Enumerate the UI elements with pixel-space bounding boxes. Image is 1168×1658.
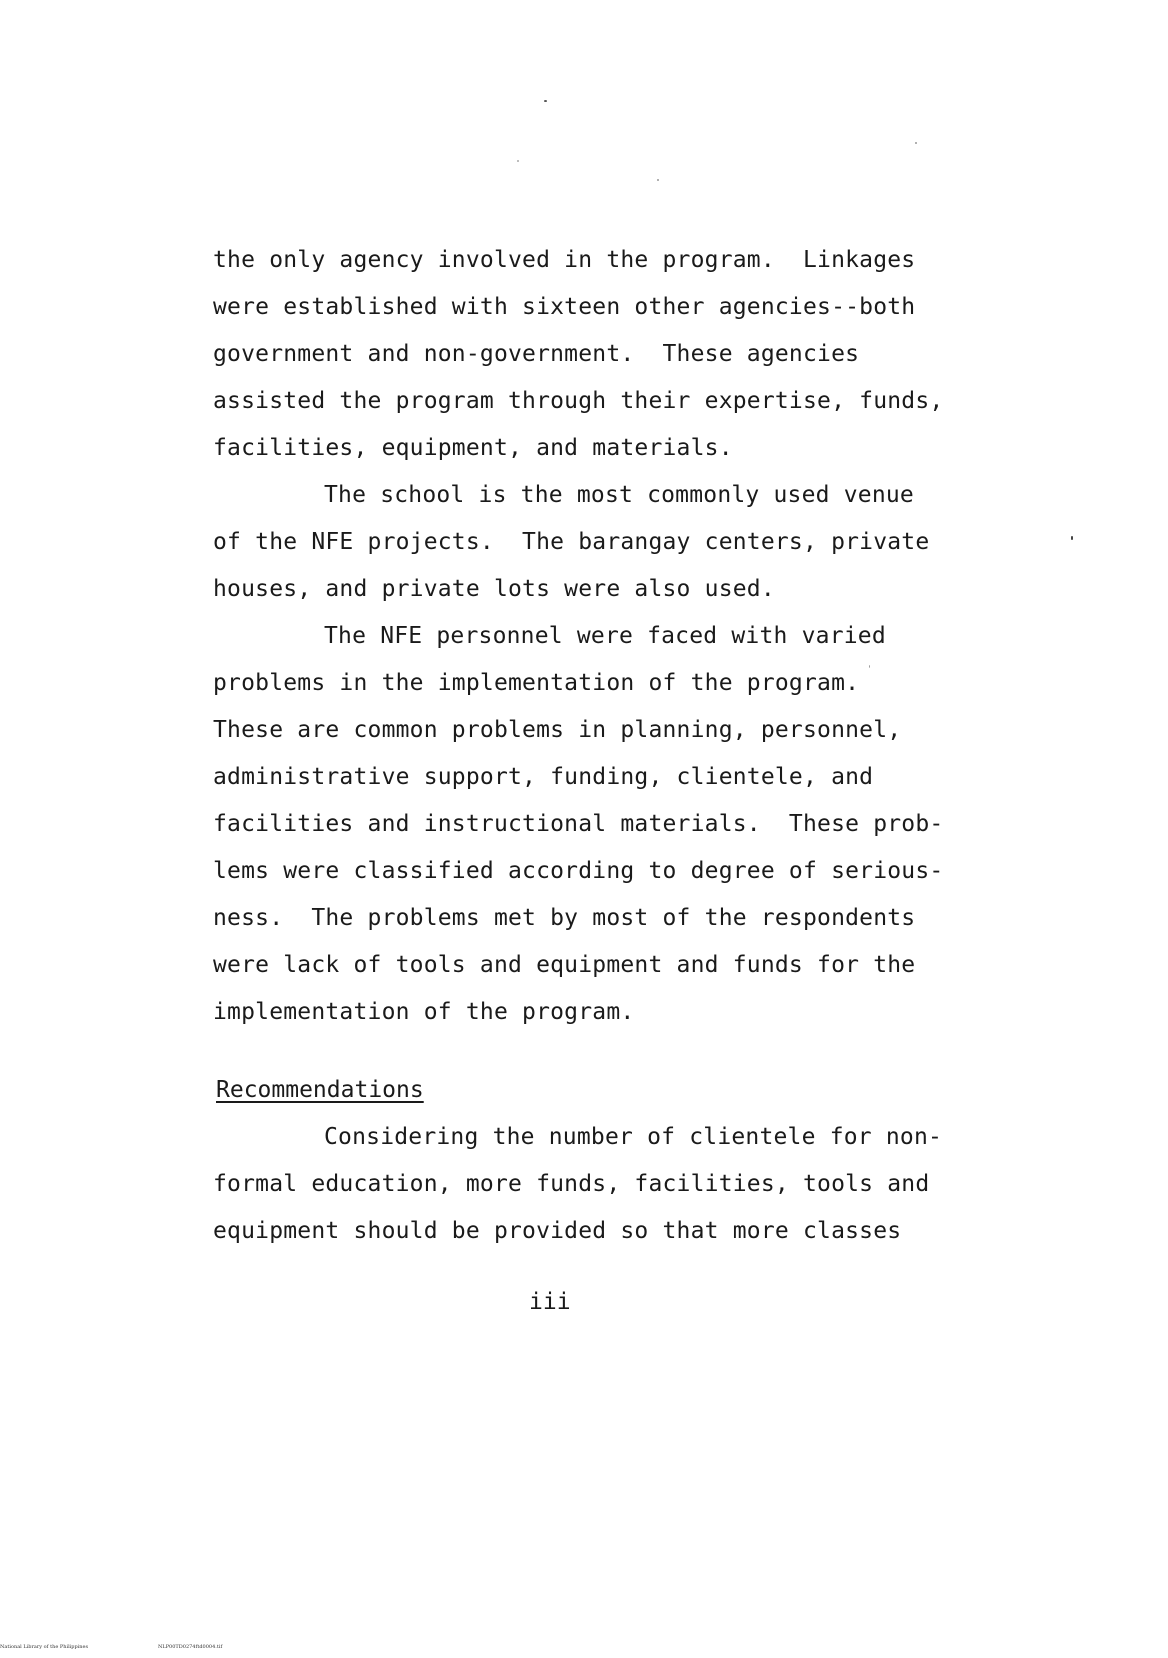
scan-speck [1071,536,1073,540]
paragraph-1-line-2: were established with sixteen other agencies--both [213,294,916,320]
paragraph-1-line-4: assisted the program through their expertise, funds, [213,388,944,414]
paragraph-1-line-3: government and non-government. These agencies [213,341,860,367]
scan-speck [869,665,870,668]
paragraph-3-line-6: lems were classified according to degree of serious- [213,858,944,884]
paragraph-1-line-1: the only agency involved in the program. Linkages [213,247,916,273]
paragraph-2-line-3: houses, and private lots were also used. [213,576,775,602]
footer-file-name: NLP00TD0274ftd0004.tif [158,1644,223,1650]
scan-speck [517,160,519,162]
paragraph-3-line-1: The NFE personnel were faced with varied [324,623,886,649]
paragraph-2-line-2: of the NFE projects. The barangay centers, private [213,529,930,555]
paragraph-3-line-7: ness. The problems met by most of the respondents [213,905,916,931]
paragraph-3-line-5: facilities and instructional materials. These prob- [213,811,944,837]
scan-speck [544,100,547,102]
paragraph-3-line-3: These are common problems in planning, personnel, [213,717,902,743]
paragraph-4-line-1: Considering the number of clientele for non- [324,1124,943,1150]
paragraph-3-line-9: implementation of the program. [213,999,635,1025]
paragraph-3-line-2: problems in the implementation of the program. [213,670,860,696]
section-heading: Recommendations [216,1077,424,1103]
paragraph-2-line-1: The school is the most commonly used venue [324,482,914,508]
paragraph-1-line-5: facilities, equipment, and materials. [213,435,733,461]
page-number: iii [529,1289,571,1315]
paragraph-4-line-2: formal education, more funds, facilities, tools and [213,1171,930,1197]
paragraph-3-line-8: were lack of tools and equipment and funds for the [213,952,916,978]
footer-library-name: National Library of the Philippines [0,1644,89,1650]
paragraph-3-line-4: administrative support, funding, clientele, and [213,764,874,790]
scan-speck [915,142,917,144]
paragraph-4-line-3: equipment should be provided so that more classes [213,1218,902,1244]
scan-speck [657,179,659,181]
